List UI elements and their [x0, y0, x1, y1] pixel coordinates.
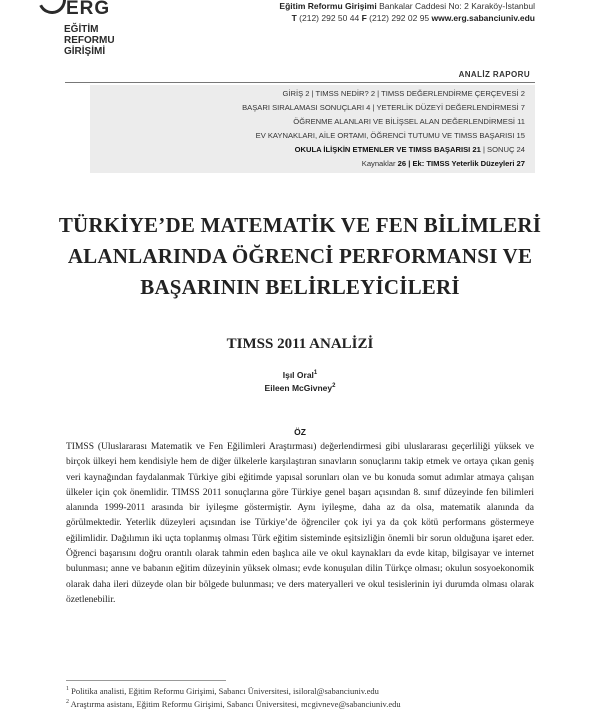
footnote: $^1$ Politika analisti, Eğitim Reformu Girişimi, Sabancı Üniversitesi, isiloral@sabanciuniv.edu	[66, 686, 379, 696]
logo-text: ERG	[66, 0, 111, 19]
address-org: Eğitim Reformu Girişimi	[279, 1, 377, 11]
toc-line[interactable]: ÖĞRENME ALANLARI VE BİLİŞSEL ALAN DEĞERLENDİRMESİ 11	[293, 117, 525, 126]
footnote: $^2$ Araştırma asistanı, Eğitim Reformu Girişimi, Sabancı Üniversitesi, mcgivneve@sabanciuniv.edu	[66, 699, 401, 709]
fax: (212) 292 02 95	[369, 13, 430, 23]
abstract-heading: ÖZ	[294, 427, 306, 437]
document-title: TÜRKİYE’DE MATEMATİK VE FEN BİLİMLERİ ALANLARINDA ÖĞRENCİ PERFORMANSI VE BAŞARININ BELİRLEYİCİLERİ	[58, 213, 542, 299]
website-link[interactable]: www.erg.sabanciuniv.edu	[431, 13, 535, 23]
report-label: ANALİZ RAPORU	[458, 70, 530, 79]
toc-line[interactable]: GİRİŞ 2 | TIMSS NEDİR? 2 | TIMSS DEĞERLENDİRME ÇERÇEVESİ 2	[282, 89, 525, 98]
header-divider	[65, 82, 535, 83]
footnote-divider	[66, 680, 226, 681]
logo-subtitle: EĞİTİM REFORMU GİRİŞİMİ	[64, 24, 115, 57]
author: Işıl Oral$^1$	[282, 370, 318, 380]
toc-line[interactable]: EV KAYNAKLARI, AİLE ORTAMI, ÖĞRENCİ TUTUMU VE TIMSS BAŞARISI 15	[255, 131, 525, 140]
toc-line[interactable]: BAŞARI SIRALAMASI SONUÇLARI 4 | YETERLİK DÜZEYİ DEĞERLENDİRMESİ 7	[242, 103, 525, 112]
author: Eileen McGivney$^2$	[264, 383, 336, 393]
phone: (212) 292 50 44	[299, 13, 360, 23]
address-text: Bankalar Caddesi No: 2 Karaköy-İstanbul	[379, 1, 535, 11]
table-of-contents	[90, 85, 535, 173]
contact-info: Eğitim Reformu Girişimi Bankalar Caddesi No: 2 Karaköy-İstanbul T (212) 292 50 44 F (212) 292 02 95 www.erg.sabanciuniv.edu	[279, 1, 535, 23]
abstract-text: TIMSS (Uluslararası Matematik ve Fen Eğilimleri Araştırması) değerlendirmesi gibi uluslararası geçerliliği yüksek ve birçok ülkeyi hem kendisiyle hem de diğer ülkelerle karşılaştıran sınavların sonuçlarını takip etmek ve ortaya çıkan geniş veri kaynağından faydalanmak Türkiye gibi eğitimde yapısal sorunları olan ve bu konuda somut adımlar atmaya çalışan ülkeler için çok önemlidir. TIMSS 2011 sonuçlarına göre Türkiye genel başarı açısından 8. sınıf düzeyinde fen bilimleri alanında 1999-2011 arasında bir iyileşme göstermiştir. Aynı iyileşme, daha az da olsa, matematik alanında da görülmektedir. Yeterlik düzeyleri açısından ise Türkiye’de öğrenciler çok iyi ya da çok kötü performans göstermeye eğilimlidir. Dağılımın iki uçta toplanmış olması Türk eğitim sisteminde eşitsizliğin önemli bir sorun olduğuna işaret eder. Öğrenci başarısını doğru orantılı olarak tahmin eden başlıca aile ve okul kaynakları da evde kitap, bilgisayar ve internet bulunması; anne ve babanın eğitim düzeyinin yüksek olması; evde konuşulan dilin Türkçe olması; okulun sosyoekonomik olarak daha ileri düzeyde olan bir bölgede bulunması; ve ders materyalleri ve okul tesislerinin iyi durumda olması olarak özetlenebilir.	[66, 442, 534, 605]
document-subtitle: TIMSS 2011 ANALİZİ	[226, 336, 374, 352]
toc-line[interactable]: OKULA İLİŞKİN ETMENLER VE TIMSS BAŞARISI 21 | SONUÇ 24	[294, 145, 525, 154]
logo-ring-icon	[34, 0, 70, 18]
toc-line[interactable]: Kaynaklar 26 | Ek: TIMSS Yeterlik Düzeyleri 27	[361, 159, 525, 168]
